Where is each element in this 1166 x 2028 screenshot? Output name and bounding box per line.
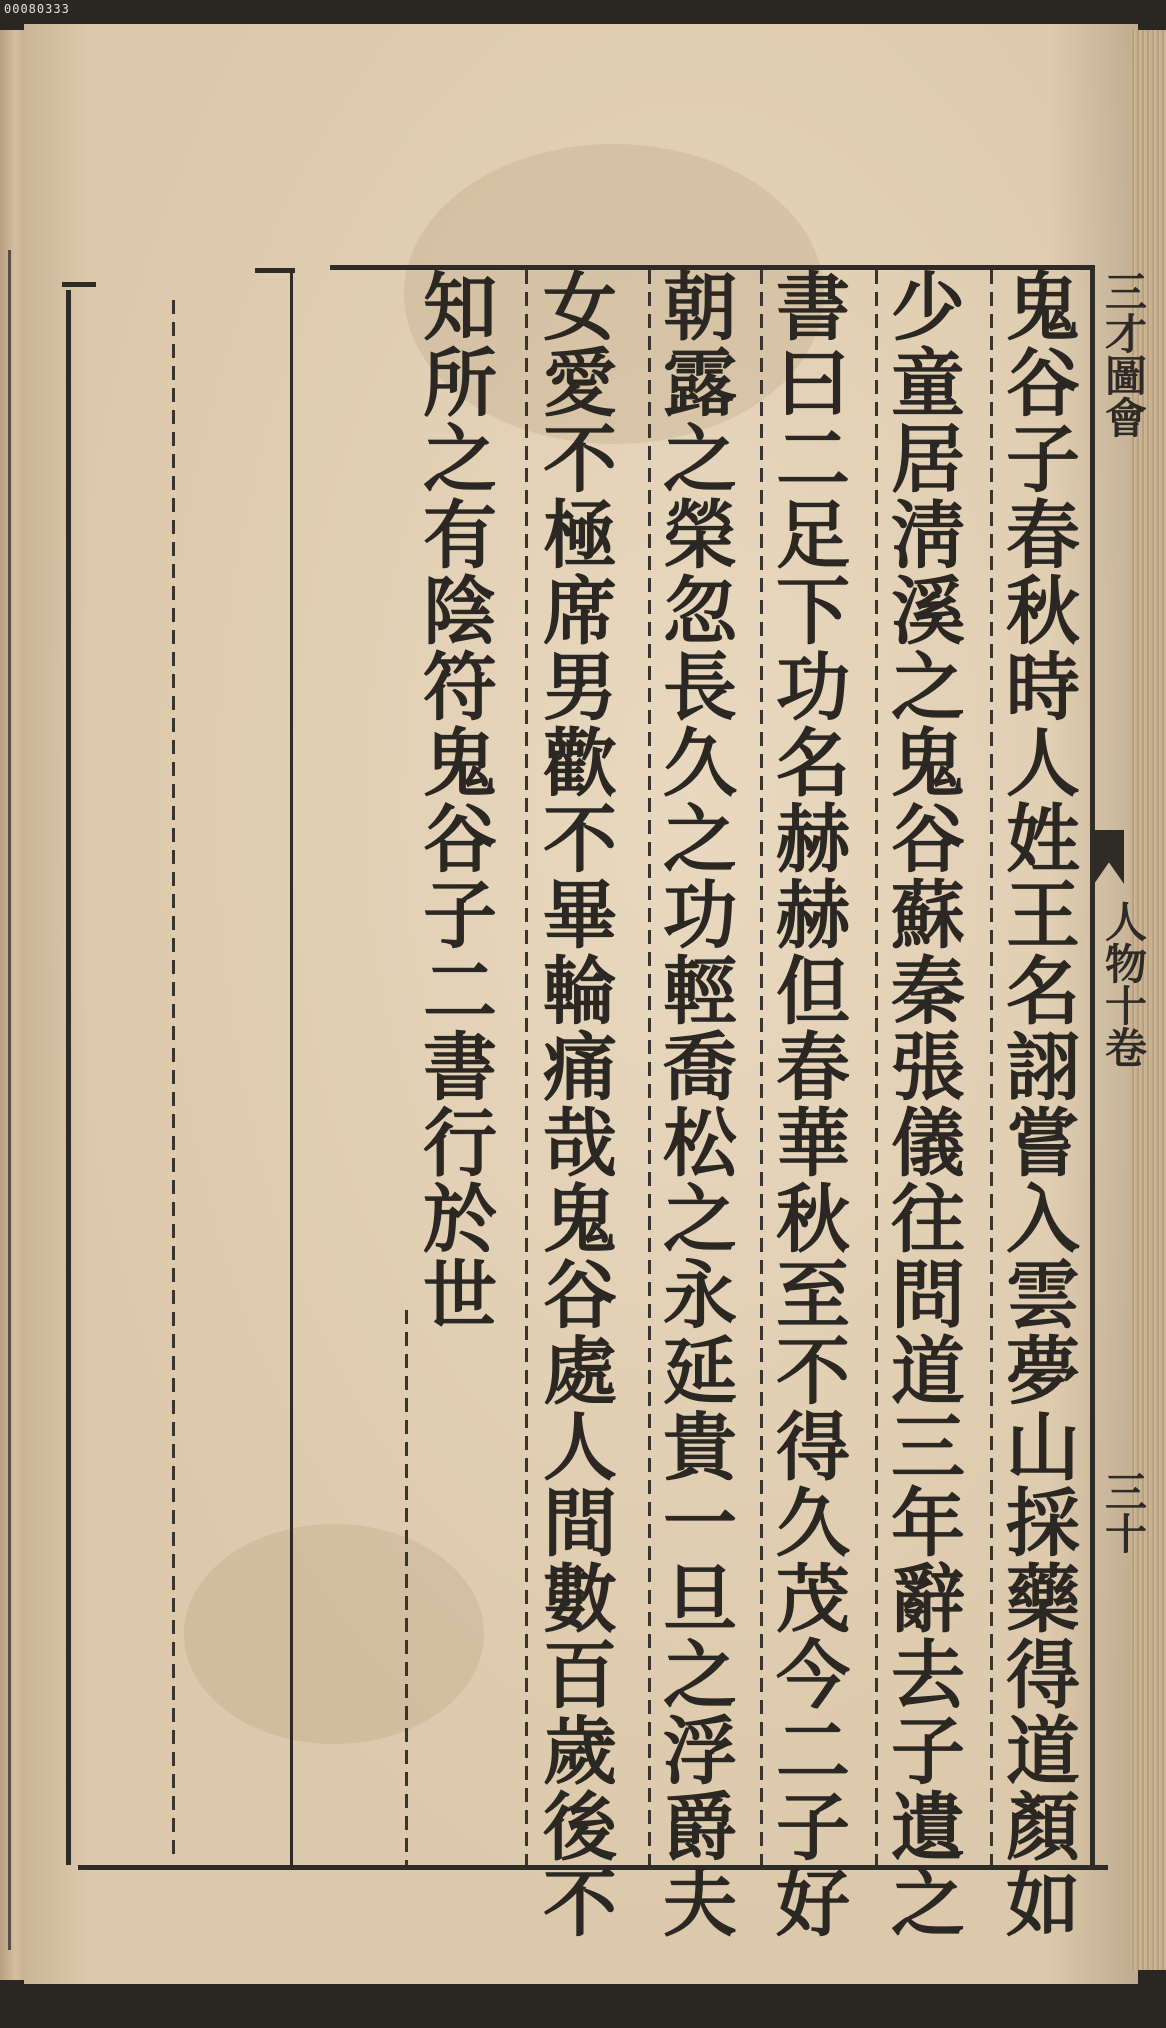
margin-page-number: 三十	[1099, 1470, 1148, 1554]
text-column-3: 書曰二足下功名赫赫但春華秋至不得久茂今二子好	[764, 268, 850, 1940]
frame-top-rule-left2	[255, 268, 295, 273]
column-divider	[405, 1310, 408, 1865]
paper-stain	[184, 1524, 484, 1744]
frame-inner-left-rule	[290, 268, 293, 1868]
column-divider	[172, 300, 175, 1860]
margin-book-title: 三才圖會	[1099, 270, 1148, 438]
column-divider	[875, 270, 878, 1865]
text-column-5: 女愛不極席男歡不畢輪痛哉鬼谷處人間數百歲後不	[531, 268, 617, 1940]
frame-left-rule	[66, 290, 71, 1865]
text-column-4: 朝露之榮忽長久之功輕喬松之永延貴一旦之浮爵夫	[651, 268, 737, 1940]
column-divider	[760, 270, 763, 1865]
text-column-2: 少童居淸溪之鬼谷蘇秦張儀往問道三年辭去子遺之	[879, 268, 965, 1940]
frame-top-rule-left	[62, 282, 96, 287]
left-page-edge	[0, 30, 26, 1980]
archive-id-label: 00080333	[4, 2, 70, 16]
text-column-6: 知所之有陰符鬼谷子二書行於世	[411, 268, 497, 1332]
frame-right-rule	[1090, 265, 1095, 1870]
margin-chapter-title: 人物十卷	[1099, 900, 1148, 1068]
left-page-rule	[8, 250, 11, 1950]
column-divider	[990, 270, 993, 1865]
column-divider	[525, 270, 528, 1865]
text-column-1: 鬼谷子春秋時人姓王名詡嘗入雲夢山採藥得道顏如	[994, 268, 1080, 1940]
